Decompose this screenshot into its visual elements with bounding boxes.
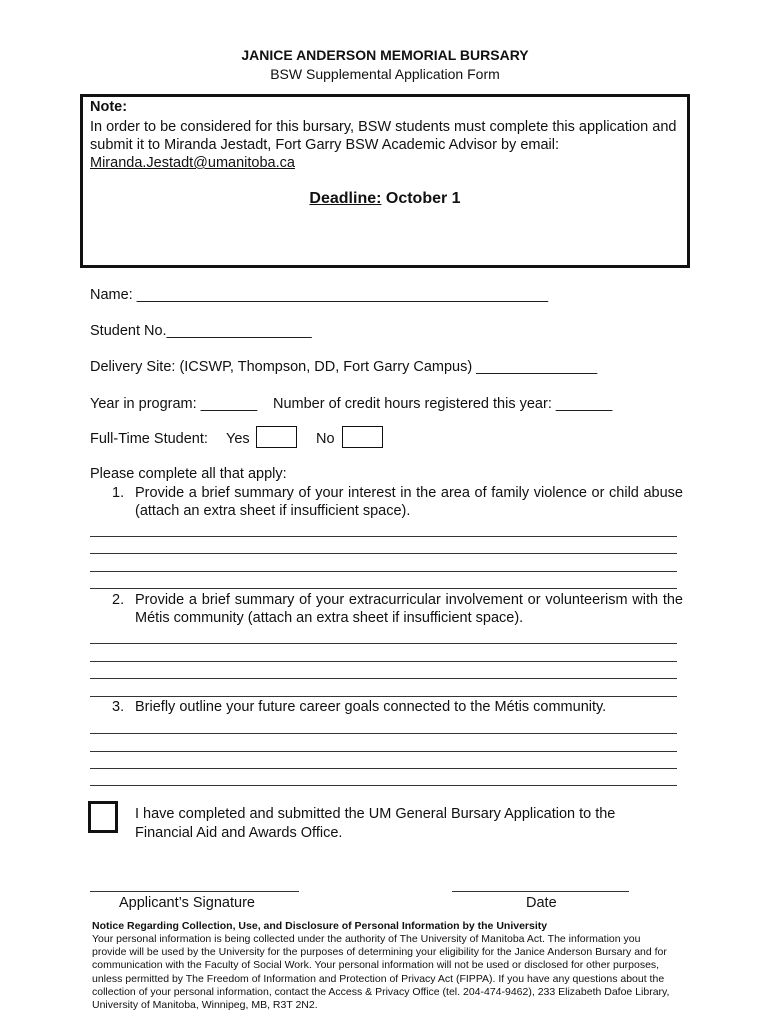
privacy-notice-body: Your personal information is being collected under the authority of The University of Manitoba Act. The information you provide will be used by the University for the purposes of determining your eligibility for the Janice Anderson Bursary and for communication with the Faculty of Social Work. Your personal information will not be used or disclosed for other purposes, unless permitted by The Freedom of Information and Protection of Privacy Act (FIPPA). If you have any questions about the collection of your personal information, contact the Access & Privacy Office (tel. 204-474-9462), 233 Elizabeth Dafoe Library, University of Manitoba, Winnipeg, MB, R3T 2N2. — [92, 933, 670, 1012]
deadline-label: Deadline: — [309, 190, 382, 207]
answer-line[interactable] — [90, 661, 677, 662]
answer-line[interactable] — [90, 643, 677, 644]
privacy-notice-heading: Notice Regarding Collection, Use, and Disclosure of Personal Information by the University — [92, 920, 548, 932]
question-3-text: Briefly outline your future career goals connected to the Métis community. — [135, 699, 607, 715]
date-label: Date — [526, 895, 557, 911]
question-2-number: 2. — [112, 592, 125, 608]
signature-line[interactable] — [90, 891, 299, 892]
note-text: In order to be considered for this bursary, BSW students must complete this application and submit it to Miranda Jestadt, Fort Garry BSW Academic Advisor by email: — [90, 119, 677, 153]
answer-line[interactable] — [90, 768, 677, 769]
student-number-field[interactable]: Student No.__________________ — [90, 323, 312, 339]
deadline-value: October 1 — [381, 190, 461, 207]
question-1-number: 1. — [112, 485, 125, 501]
yes-checkbox[interactable] — [256, 426, 297, 448]
answer-line[interactable] — [90, 785, 677, 786]
advisor-email-link[interactable]: Miranda.Jestadt@umanitoba.ca — [90, 155, 295, 171]
yes-label: Yes — [226, 431, 250, 447]
signature-label: Applicant’s Signature — [119, 895, 255, 911]
no-label: No — [316, 431, 335, 447]
question-1-text: Provide a brief summary of your interest in the area of family violence or child abuse (attach an extra sheet if insufficient space). — [135, 485, 683, 519]
question-3-number: 3. — [112, 699, 125, 715]
questions-intro: Please complete all that apply: — [90, 466, 287, 482]
deadline — [80, 190, 690, 208]
date-line[interactable] — [452, 891, 629, 892]
year-in-program-field[interactable]: Year in program: _______ — [90, 396, 258, 412]
answer-line[interactable] — [90, 536, 677, 537]
name-field[interactable]: Name: ___________________________________________________ — [90, 287, 549, 303]
answer-line[interactable] — [90, 678, 677, 679]
credit-hours-field[interactable]: Number of credit hours registered this year: _______ — [273, 396, 613, 412]
question-2-text: Provide a brief summary of your extracurricular involvement or volunteerism with the Métis community (attach an extra sheet if insufficient space). — [135, 592, 683, 626]
fulltime-label: Full-Time Student: — [90, 431, 208, 447]
form-title: JANICE ANDERSON MEMORIAL BURSARY — [241, 47, 529, 63]
answer-line[interactable] — [90, 588, 677, 589]
note-label: Note: — [90, 99, 128, 115]
answer-line[interactable] — [90, 733, 677, 734]
note-body — [90, 118, 682, 172]
answer-line[interactable] — [90, 553, 677, 554]
answer-line[interactable] — [90, 571, 677, 572]
delivery-site-field[interactable]: Delivery Site: (ICSWP, Thompson, DD, Fort Garry Campus) _______________ — [90, 359, 598, 375]
confirmation-text: I have completed and submitted the UM General Bursary Application to the Financial Aid and Awards Office. — [135, 806, 616, 841]
confirmation-checkbox[interactable] — [88, 801, 118, 833]
form-subtitle: BSW Supplemental Application Form — [270, 66, 500, 82]
answer-line[interactable] — [90, 696, 677, 697]
answer-line[interactable] — [90, 751, 677, 752]
no-checkbox[interactable] — [342, 426, 383, 448]
